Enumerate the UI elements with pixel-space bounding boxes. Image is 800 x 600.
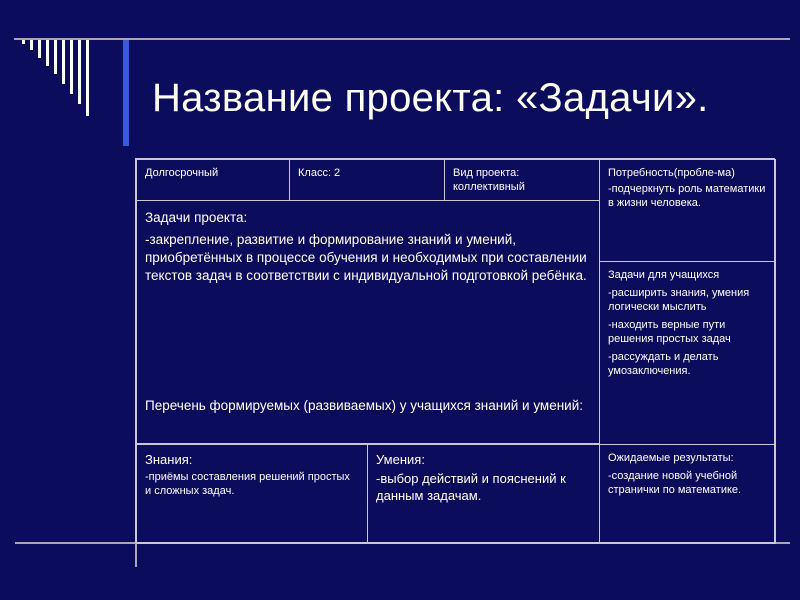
student-task-item: -рассуждать и делать умозаключения.	[608, 351, 719, 377]
tasks-text: -закрепление, развитие и формирование знаний и умений, приобретённых в процессе обучения и необходимых при составлении текстов задач в соответствии с индивидуальной подготовкой ребёнка.	[145, 232, 587, 283]
cell-tasks	[136, 200, 600, 444]
cell-duration	[136, 159, 290, 201]
student-task-item: -находить верные пути решения простых задач	[608, 319, 731, 345]
bar	[62, 38, 65, 84]
cell-knowledge	[136, 444, 368, 544]
skills-text: -выбор действий и пояснений к данным задачам.	[376, 471, 566, 503]
decorative-bars	[0, 0, 140, 150]
tasks-heading: Задачи проекта:	[145, 210, 248, 225]
accent-bar	[123, 38, 129, 146]
bar	[70, 38, 73, 94]
cell-class	[289, 159, 445, 201]
project-type-text: Вид проекта: коллективный	[453, 167, 525, 193]
knowledge-heading: Знания:	[145, 452, 193, 467]
need-heading: Потребность(пробле-ма)	[608, 167, 735, 179]
student-tasks-heading: Задачи для учащихся	[608, 269, 720, 281]
bar	[38, 38, 41, 58]
project-table	[135, 158, 775, 543]
bar	[86, 38, 89, 116]
student-task-item: -расширить знания, умения логически мыслить	[608, 287, 750, 313]
cell-skills	[367, 444, 600, 544]
need-text: -подчеркнуть роль математики в жизни человека.	[608, 183, 766, 209]
cell-expected	[599, 444, 776, 544]
duration-text: Долгосрочный	[145, 167, 219, 179]
class-text: Класс: 2	[298, 167, 341, 179]
top-rule	[14, 38, 790, 40]
cell-need	[599, 159, 776, 262]
skills-heading: Умения:	[376, 452, 425, 467]
bar	[54, 38, 57, 74]
knowledge-text: -приёмы составления решений простых и сложных задач.	[145, 471, 350, 497]
skills-list-heading: Перечень формируемых (развиваемых) у учащихся знаний и умений:	[145, 398, 583, 413]
expected-text: -создание новой учебной странички по математике.	[608, 470, 742, 496]
page-title: Название проекта: «Задачи».	[152, 76, 709, 120]
bar	[46, 38, 49, 66]
expected-heading: Ожидаемые результаты:	[608, 452, 734, 464]
cell-student-tasks	[599, 261, 776, 445]
bar	[78, 38, 81, 104]
cell-project-type	[444, 159, 600, 201]
